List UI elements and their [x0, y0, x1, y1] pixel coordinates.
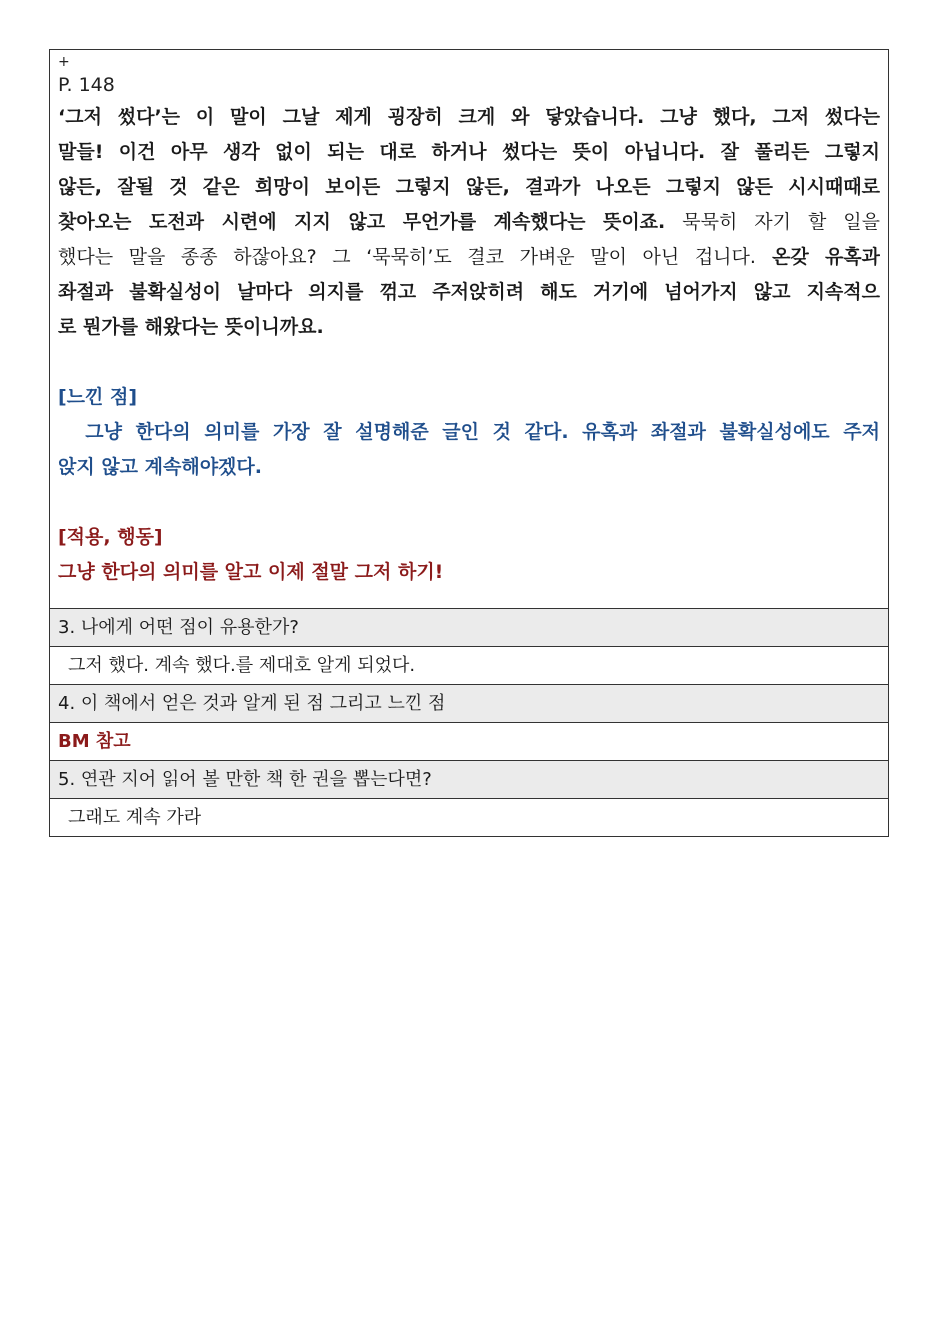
quote-line-6: 좌절과 불확실성이 날마다 의지를 꺾고 주저앉히려 해도 거기에 넘어가지 않고 지속적으 [58, 281, 880, 303]
page-reference: P. 148 [58, 74, 115, 96]
answer-4: BM 참고 [50, 722, 888, 760]
apply-line-1: 그냥 한다의 의미를 알고 이제 절말 그저 하기! [58, 561, 444, 583]
quote-line-5-normal: 했다는 말을 종종 하잖아요? 그 ‘묵묵히’도 결코 가벼운 말이 아닌 겁니다. [58, 246, 756, 268]
quote-line-1: ‘그저 썼다’는 이 말이 그날 제게 굉장히 크게 와 닿았습니다. 그냥 했다, 그저 썼다는 [58, 106, 880, 128]
answer-3: 그저 했다. 계속 했다.를 제대호 알게 되었다. [50, 646, 888, 684]
apply-heading: [적용, 행동] [58, 526, 163, 548]
quote-line-4 [58, 205, 880, 240]
question-3: 3. 나에게 어떤 점이 유용한가? [50, 608, 888, 646]
answer-5: 그래도 계속 가라 [50, 798, 888, 836]
quote-line-4-bold: 찾아오는 도전과 시련에 지지 않고 무언가를 계속했다는 뜻이죠. [58, 211, 666, 233]
spacer [58, 485, 880, 520]
feeling-line-1: 그냥 한다의 의미를 가장 잘 설명해준 글인 것 같다. 유혹과 좌절과 불확실성에도 주저 [58, 421, 880, 443]
feeling-heading: [느낀 점] [58, 386, 138, 408]
quote-line-3: 않든, 잘될 것 같은 희망이 보이든 그렇지 않든, 결과가 나오든 그렇지 않든 시시때때로 [58, 176, 880, 198]
reading-note-table [49, 49, 889, 837]
quote-line-5-bold: 온갖 유혹과 [755, 246, 880, 268]
plus-mark: + [58, 54, 70, 70]
quote-line-5 [58, 240, 880, 275]
spacer [58, 345, 880, 380]
quote-line-7: 로 뭔가를 해왔다는 뜻이니까요. [58, 316, 324, 338]
quote-line-4-normal: 묵묵히 자기 할 일을 [665, 211, 880, 233]
question-4: 4. 이 책에서 얻은 것과 알게 된 점 그리고 느낀 점 [50, 684, 888, 722]
quote-line-2: 말들! 이건 아무 생각 없이 되는 대로 하거나 썼다는 뜻이 아닙니다. 잘 풀리든 그렇지 [58, 141, 880, 163]
quote-cell [50, 50, 888, 608]
feeling-line-2: 앉지 않고 계속해야겠다. [58, 456, 262, 478]
question-5: 5. 연관 지어 읽어 볼 만한 책 한 권을 뽑는다면? [50, 760, 888, 798]
